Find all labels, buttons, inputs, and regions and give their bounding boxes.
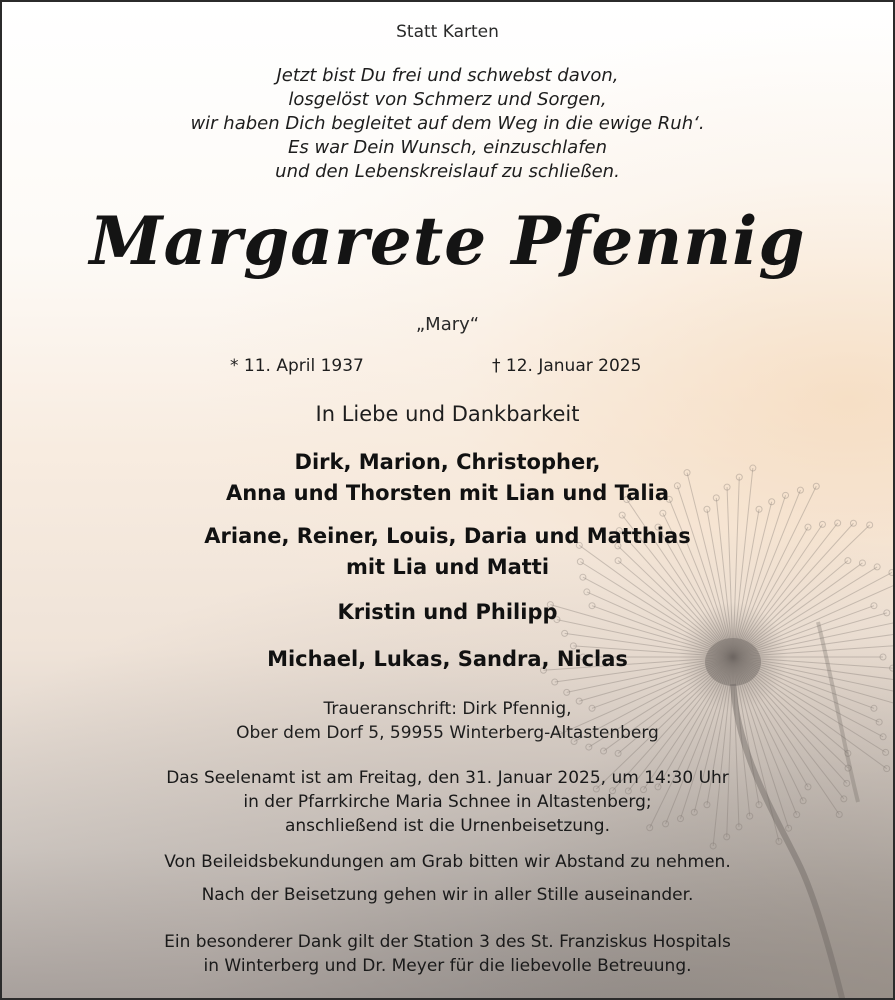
service-line: Das Seelenamt ist am Freitag, den 31. Januar 2025, um 14:30 Uhr: [166, 768, 729, 788]
family-group: [2, 597, 893, 628]
family-group: [2, 644, 893, 675]
mourning-address: [2, 697, 893, 745]
death-date: † 12. Januar 2025: [492, 356, 642, 376]
silence-note: Nach der Beisetzung gehen wir in aller Stille auseinander.: [201, 885, 694, 905]
service-line: anschließend ist die Urnenbeisetzung.: [284, 816, 610, 836]
poem-line: Jetzt bist Du frei und schwebst davon,: [276, 65, 619, 86]
deceased-nickname: „Mary“: [415, 314, 480, 335]
poem-line: wir haben Dich begleitet auf dem Weg in die ewige Ruh‘.: [190, 113, 705, 134]
family-line: Anna und Thorsten mit Lian und Talia: [225, 481, 670, 505]
service-line: in der Pfarrkirche Maria Schnee in Altastenberg;: [243, 792, 652, 812]
address-line: Ober dem Dorf 5, 59955 Winterberg-Altastenberg: [236, 723, 659, 743]
poem-line: losgelöst von Schmerz und Sorgen,: [288, 89, 607, 110]
family-group: [2, 521, 893, 583]
condolence-note: Von Beileidsbekundungen am Grab bitten wir Abstand zu nehmen.: [164, 852, 731, 872]
poem-line: und den Lebenskreislauf zu schließen.: [275, 161, 620, 182]
thanks-text: [2, 930, 893, 978]
family-line: Dirk, Marion, Christopher,: [294, 450, 601, 474]
family-group: [2, 447, 893, 509]
life-dates: [2, 356, 893, 380]
family-line: Ariane, Reiner, Louis, Daria und Matthias: [204, 524, 691, 548]
birth-date: * 11. April 1937: [230, 356, 364, 376]
poem-line: Es war Dein Wunsch, einzuschlafen: [287, 137, 608, 158]
family-line: Michael, Lukas, Sandra, Niclas: [267, 647, 628, 671]
thanks-line: in Winterberg und Dr. Meyer für die liebevolle Betreuung.: [203, 956, 692, 976]
dedication-text: In Liebe und Dankbarkeit: [315, 402, 580, 426]
poem: [2, 64, 893, 184]
deceased-name: Margarete Pfennig: [89, 202, 806, 280]
service-info: [2, 766, 893, 838]
address-line: Traueranschrift: Dirk Pfennig,: [323, 699, 572, 719]
family-line: mit Lia und Matti: [345, 555, 550, 579]
family-line: Kristin und Philipp: [337, 600, 558, 624]
thanks-line: Ein besonderer Dank gilt der Station 3 des St. Franziskus Hospitals: [164, 932, 731, 952]
kicker-text: Statt Karten: [396, 22, 499, 42]
